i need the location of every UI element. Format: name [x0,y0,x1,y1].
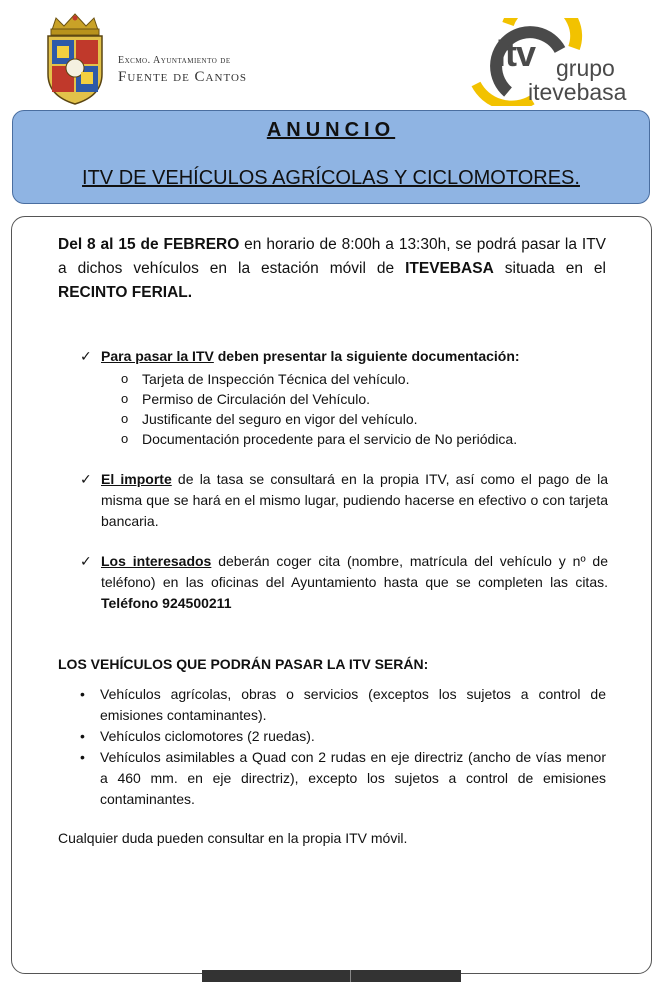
circle-bullet-icon: o [121,371,129,386]
viewer-toolbar-edge [202,970,461,982]
checkmark-icon: ✓ [80,471,92,487]
intro-station: ITEVEBASA [405,260,494,277]
phone-number: Teléfono 924500211 [101,595,232,611]
list-item: • Vehículos ciclomotores (2 ruedas). [78,726,606,747]
documentation-block [80,346,608,449]
list-item: o Justificante del seguro en vigor del vehículo. [121,411,418,427]
town-hall-line1: Excmo. Ayuntamiento de [118,55,231,66]
list-item: • Vehículos asimilables a Quad con 2 rudas en eje directriz (ancho de vías menor a 460 mm. en eje directriz), excepto los sujetos a control de emisiones contaminantes. [80,749,606,807]
announcement-title: ANUNCIO [266,119,396,141]
checkmark-icon: ✓ [80,348,92,364]
documentation-lead [101,346,608,367]
itv-logo-text: itv [496,33,536,74]
documentation-list [80,369,608,449]
announcement-banner [12,110,650,204]
fee-block [80,469,608,532]
list-item: o Permiso de Circulación del Vehículo. [121,391,371,407]
coat-of-arms-icon [40,12,110,106]
itevebasa-label: itevebasa [528,79,627,105]
town-hall-name [118,53,247,85]
intro-dates: Del 8 al 15 de FEBRERO [58,236,240,253]
intro-text-2: situada en el [493,260,606,277]
fee-lead: El importe [101,471,172,487]
intro-place: RECINTO FERIAL. [58,284,193,301]
documentation-lead-underlined: Para pasar la ITV [101,348,214,364]
circle-bullet-icon: o [121,391,129,406]
toolbar-divider [350,970,351,982]
circle-bullet-icon: o [121,411,129,426]
document-header [0,0,661,110]
intro-text-1: en horario de 8:00h a 13:30h, se podrá pasar la ITV a dichos vehículos en la estación móvil de [58,236,606,277]
bullet-icon: • [80,728,85,744]
grupo-label: grupo [556,55,615,81]
circle-bullet-icon: o [121,431,129,446]
appointment-lead: Los interesados [101,553,212,569]
list-item: • Vehículos agrícolas, obras o servicios (exceptos los sujetos a control de emisiones contaminantes). [80,686,606,723]
vehicles-heading: LOS VEHÍCULOS QUE PODRÁN PASAR LA ITV SERÁN: [58,656,429,672]
announcement-subtitle: ITV DE VEHÍCULOS AGRÍCOLAS Y CICLOMOTORES. [82,167,580,189]
appointment-text: Los interesados deberán coger cita (nombre, matrícula del vehículo y nº de teléfono) en las oficinas del Ayuntamiento hasta que se completen las citas. Teléfono 924500211 [101,553,608,611]
checkmark-icon: ✓ [80,553,92,569]
vehicles-list [78,684,606,810]
intro-paragraph [58,233,606,305]
bullet-icon: • [80,686,85,702]
footer-note: Cualquier duda pueden consultar en la propia ITV móvil. [58,830,408,846]
documentation-lead-rest: deben presentar la siguiente documentación: [213,348,520,364]
bullet-icon: • [80,749,85,765]
town-hall-line2: Fuente de Cantos [118,69,248,85]
list-item: o Tarjeta de Inspección Técnica del vehículo. [121,371,410,387]
list-item: o Documentación procedente para el servicio de No periódica. [121,431,518,447]
fee-text: El importe de la tasa se consultará en la propia ITV, así como el pago de la misma que se hará en el mismo lugar, pudiendo hacerse en efectivo o con tarjeta bancaria. [101,471,608,529]
appointment-block [80,551,608,614]
